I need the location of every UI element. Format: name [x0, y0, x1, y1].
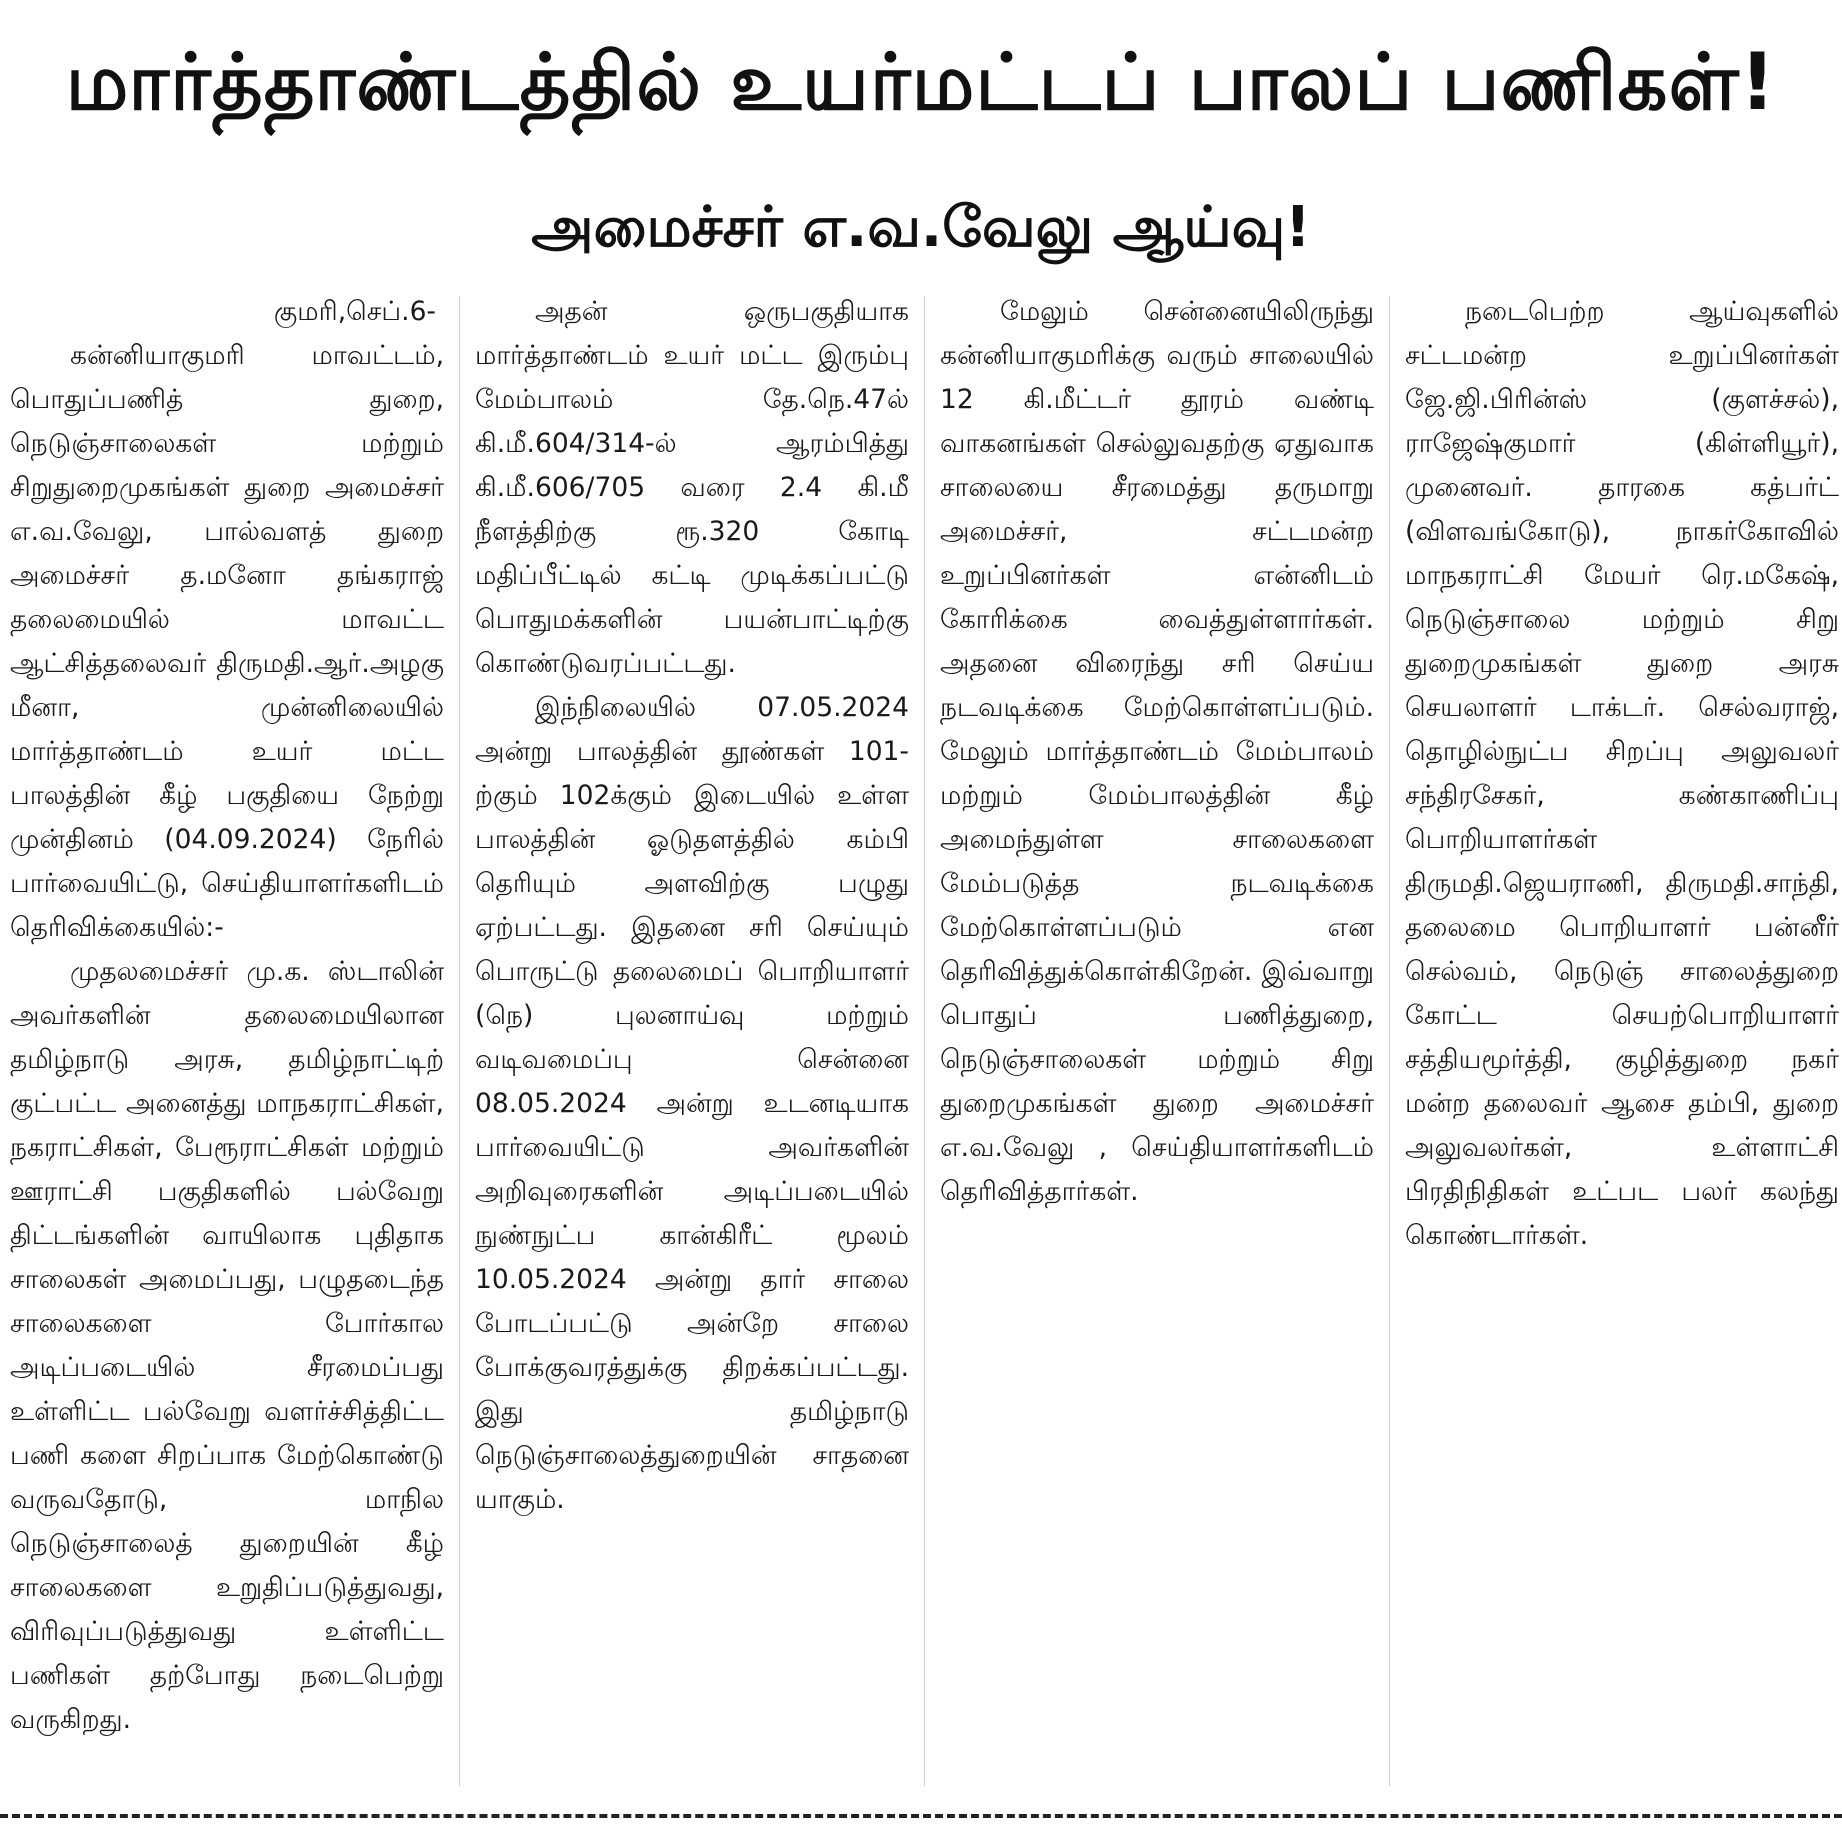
- column-2: [475, 290, 909, 1790]
- paragraph-attendees: நடைபெற்ற ஆய்வுகளில் சட்டமன்ற உறுப்பினர்கள் ஜே.ஜி.பிரின்ஸ் (குளச்சல்), ராஜேஷ்குமார் (கிள்ளியூர்), முனைவர். தாரகை கத்பர்ட் (விளவங்கோடு), நாகர்கோவில் மாநகராட்சி மேயர் ரெ.மகேஷ், நெடுஞ்சாலை மற்றும் சிறு துறைமுகங்கள் துறை அரசு செயலாளர் டாக்டர். செல்வராஜ், தொழில்நுட்ப சிறப்பு அலுவலர் சந்திரசேகர், கண்காணிப்பு பொறியாளர்கள் திருமதி.ஜெயராணி, திருமதி.சாந்தி, தலைமை பொறியாளர் பன்னீர் செல்வம், நெடுஞ் சாலைத்துறை கோட்ட செயற்பொறியாளர் சத்தியமூர்த்தி, குழித்துறை நகர் மன்ற தலைவர் ஆசை தம்பி, துறை அலுவலர்கள், உள்ளாட்சி பிரதிநிதிகள் உட்பட பலர் கலந்து கொண்டார்கள்.: [1405, 296, 1839, 1251]
- paragraph-bridge-details: அதன் ஒருபகுதியாக மார்த்தாண்டம் உயர் மட்ட இரும்பு மேம்பாலம் தே.நெ.47ல் கி.மீ.604/314-ல் ஆரம்பித்து கி.மீ.606/705 வரை 2.4 கி.மீ நீளத்திற்கு ரூ.320 கோடி மதிப்பீட்டில் கட்டி முடிக்கப்பட்டு பொதுமக்களின் பயன்பாட்டிற்கு கொண்டுவரப்பட்டது.: [475, 296, 909, 679]
- column-1: [10, 290, 444, 1790]
- column-4: [1405, 290, 1839, 1790]
- paragraph-intro: கன்னியாகுமரி மாவட்டம், பொதுப்பணித் துறை, நெடுஞ்சாலைகள் மற்றும் சிறுதுறைமுகங்கள் துறை அமைச்சர் எ.வ.வேலு, பால்வளத் துறை அமைச்சர் த.மனோ தங்கராஜ் தலைமையில் மாவட்ட ஆட்சித்தலைவர் திருமதி.ஆர்.அழகு மீனா, முன்னிலையில் மார்த்தாண்டம் உயர் மட்ட பாலத்தின் கீழ் பகுதியை நேற்று முன்தினம் (04.09.2024) நேரில் பார்வையிட்டு, செய்தியாளர்களிடம் தெரிவிக்கையில்:-: [10, 340, 444, 943]
- column-3: [940, 290, 1374, 1790]
- paragraph-road-request-part1: மேலும் சென்னையிலிருந்து கன்னியாகுமரிக்கு வரும் சாலையில் 12 கி.மீட்டர் தூரம் வண்டி வாகனங்கள் செல்லுவதற்கு ஏதுவாக சாலையை சீரமைத்து தருமாறு அமைச்சர், சட்டமன்ற உறுப்பினர்கள் என்னிடம் கோரிக்கை வைத்துள்ளார்கள். அதனை விரைந்து சரி செய்ய நடவடிக்கை மேற்கொள்ளப்படும். மேலும் மார்த்தாண்டம் மேம்பாலம் மற்றும் மேம்பாலத்தின் கீழ் அமைந்துள்ள சாலைகளை மேம்படுத்த நடவடிக்கை மேற்கொள்ளப்படும் என தெரிவித்துக்கொள்கிறேன். இவ்வாறு பொதுப் பணித்துறை, நெடுஞ்சாலைகள் மற்றும் சிறு துறைமுகங்கள் துறை அமைச்சர் எ.வ.வேலு , செய்தியாளர்களிடம் தெரிவித்தார்கள்.: [940, 296, 1374, 1207]
- headline: மார்த்தாண்டத்தில் உயர்மட்டப் பாலப் பணிகள்!: [65, 38, 1777, 128]
- bottom-dashed-rule: [0, 1814, 1842, 1818]
- dateline: குமரி,செப்.6-: [273, 296, 436, 327]
- paragraph-repair-part1: இந்நிலையில் 07.05.2024 அன்று பாலத்தின் தூண்கள் 101-ற்கும் 102க்கும் இடையில் உள்ள பாலத்தின் ஓடுதளத்தில் கம்பி தெரியும் அளவிற்கு பழுது ஏற்பட்டது. இதனை சரி செய்யும் பொருட்டு தலைமைப் பொறியாளர் (நெ) புலனாய்வு மற்றும் வடிவமைப்பு சென்னை 08.05.2024 அன்று உடனடியாக பார்வையிட்டு அவர்களின் அறிவுரைகளின் அடிப்படையில் நுண்நுட்ப கான்கிரீட் மூலம் 10.05.2024 அன்று தார் சாலை போடப்பட்டு அன்றே சாலை போக்குவரத்துக்கு திறக்கப்பட்டது. இது தமிழ்நாடு நெடுஞ்சாலைத்துறையின் சாதனை யாகும்.: [475, 692, 909, 1515]
- paragraph-government-works-part1: முதலமைச்சர் மு.க. ஸ்டாலின் அவர்களின் தலைமையிலான தமிழ்நாடு அரசு, தமிழ்நாட்டிற் குட்பட்ட அனைத்து மாநகராட்சிகள், நகராட்சிகள், பேரூராட்சிகள் மற்றும் ஊராட்சி பகுதிகளில் பல்வேறு திட்டங்களின் வாயிலாக புதிதாக சாலைகள் அமைப்பது, பழுதடைந்த சாலைகளை போர்கால அடிப்படையில் சீரமைப்பது உள்ளிட்ட பல்வேறு வளர்ச்சித்திட்ட பணி களை சிறப்பாக மேற்கொண்டு வருவதோடு, மாநில நெடுஞ்சாலைத் துறையின் கீழ் சாலைகளை உறுதிப்படுத்துவது, விரிவுப்படுத்துவது உள்ளிட்ட பணிகள் தற்போது நடைபெற்று வருகிறது.: [10, 956, 444, 1735]
- article-body: [10, 290, 1839, 1790]
- subheadline: அமைச்சர் எ.வ.வேலு ஆய்வு!: [531, 195, 1311, 260]
